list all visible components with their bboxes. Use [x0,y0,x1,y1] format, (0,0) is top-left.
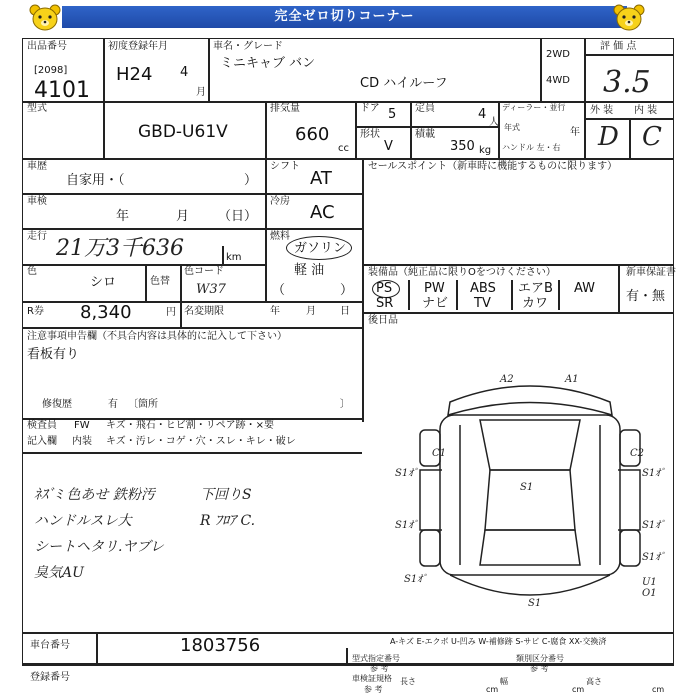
category-ref: 参 考 [530,664,549,673]
equip-abs: ABS [470,281,496,296]
selling-label: セールスポイント（新車時に機能するものに限ります） [368,161,618,172]
shift-value: AT [310,168,332,189]
equip-airbag: エアB [518,281,553,296]
equip-ps: PS [376,281,393,296]
equip-tv: TV [474,296,491,311]
shape-value: V [384,139,393,154]
drive-2wd: 2WD [546,49,570,60]
fuel-gas: ガソリン [294,241,347,256]
recycle-value: 8,340 [80,302,132,323]
lot-sub: [2098] [34,65,68,76]
displacement-value: 660 [295,124,330,145]
inspection-month: 月 [176,209,190,224]
rating-int: C [642,122,662,152]
color-code: W37 [196,282,226,297]
doors-value: 5 [388,107,397,122]
equip-aw: AW [574,281,596,296]
warranty-value: 有・無 [626,289,666,304]
color-label: 色 [27,266,37,277]
repair-suffix: 〔箇所 [128,399,158,410]
capacity-value: 4 [478,107,487,122]
hw-line4: 臭気AU [34,565,84,581]
mileage-unit: km [226,252,242,263]
bear-mascot-icon [28,2,62,34]
fuel-paren-open: （ [272,283,286,298]
hw-line2b: R ﾌﾛｱ C. [200,513,256,529]
inspector-label: 検査員 [27,420,57,431]
first-reg-label: 初度登録年月 [108,41,168,52]
color-code-label: 色コード [184,266,224,277]
mark-s1-rear: S1 [528,598,542,609]
height-label: 高さ [586,677,602,686]
mark-a1: A1 [565,374,579,385]
inspection-label: 車検 [27,196,47,207]
rating-int-label: 内 装 [634,105,658,116]
mark-a2: A2 [500,374,514,385]
mark-s1-left-c: S1ｵﾟ [404,574,428,585]
height-unit: cm [652,685,665,694]
load-label: 積載 [415,129,435,140]
inspection-day: （日） [218,209,258,224]
repair-close: 〕 [340,399,350,410]
designation-label: 型式指定番号 [352,654,400,663]
history-value: 自家用・（ [66,173,125,188]
mark-c1: C1 [432,448,447,459]
capacity-unit: 人 [489,117,499,128]
hw-line1: ﾈｽﾞﾐ 色あせ 鉄粉汚 [34,487,155,503]
load-value: 350 [450,139,475,154]
displacement-label: 排気量 [270,103,300,114]
fuel-paren-close: ） [340,283,354,298]
color-value: シロ [90,275,117,290]
car-name: ミニキャブ バン [220,56,316,71]
registration-label: 登録番号 [30,672,70,683]
name-change-month: 月 [306,306,316,317]
equip-navi: ナビ [422,296,449,311]
rating-label: 評 価 点 [600,41,637,52]
page-title: 完全ゼロ切りコーナー [62,6,627,28]
model-label: 型式 [27,103,47,114]
year-label: 年式 [504,123,520,132]
car-diagram [380,360,680,630]
displacement-unit: cc [338,143,349,154]
repair-value: 有 [108,399,118,410]
mark-s1-left-a: S1ｵﾟ [395,468,419,479]
mark-o1: O1 [642,588,657,599]
capacity-label: 定員 [415,103,435,114]
rating-score: 3.5 [603,65,651,100]
history-label: 車歴 [27,161,47,172]
mileage-value: 21万3千636 [56,236,184,261]
mark-s1-right-a: S1ｵﾟ [642,468,666,479]
equipment-label: 装備品（純正品に限りOをつけください） [368,267,556,278]
hw-line3: シートヘタリ.ヤブレ [34,539,164,555]
legend-text: A-キズ E-エクボ U-凹み W-補修跡 S-サビ C-腐食 XX-交換済 [390,637,607,646]
car-grade: CD ハイルーフ [360,76,448,91]
designation-ref: 参 考 [370,664,389,673]
length-label: 長さ [400,677,416,686]
warranty-label: 新車保証書 [626,267,676,278]
inspector-sub-label: 記入欄 [27,436,57,447]
name-change-label: 名変期限 [184,306,224,317]
inspector-interior: 内装 [72,436,92,447]
chassis-label: 車台番号 [30,640,70,651]
header-banner [0,0,700,36]
rear-label: 後日品 [368,315,398,326]
size-label: 車検証規格 [352,674,392,683]
inspector-row2: キズ・汚レ・コゲ・穴・スレ・キレ・破レ [106,436,296,447]
mark-s1-center: S1 [520,482,534,493]
color-tone-label: 色替 [150,276,170,287]
history-close: ） [244,173,258,188]
dealer-label: ディーラー・並行 [502,103,566,112]
fuel-label: 燃料 [270,231,290,242]
size-ref: 参 考 [364,685,383,694]
bear-mascot-icon [612,2,646,34]
category-label: 類別区分番号 [516,654,564,663]
rating-ext: D [598,122,619,152]
first-reg-month-unit: 月 [196,87,206,98]
drive-4wd: 4WD [546,75,570,86]
aircon-label: 冷房 [270,196,290,207]
year-unit: 年 [570,127,580,138]
rating-ext-label: 外 装 [590,105,614,116]
mark-c2: C2 [630,448,645,459]
equip-leather: カワ [522,296,549,311]
shape-label: 形状 [360,129,380,140]
width-label: 幅 [500,677,508,686]
chassis-value: 1803756 [180,635,261,656]
first-reg-month: 4 [180,65,189,80]
car-name-label: 車名・グレード [213,41,283,52]
first-reg-era: H24 [116,64,153,85]
recycle-unit: 円 [166,307,176,318]
length-unit: cm [486,685,499,694]
equip-pw: PW [424,281,445,296]
mark-s1-right-c: S1ｵﾟ [642,552,666,563]
handle-label: ハンドル 左・右 [502,143,561,152]
lot-number: 4101 [34,78,90,103]
notes-label: 注意事項申告欄（不具合内容は具体的に記入して下さい） [27,331,287,342]
lot-label: 出品番号 [27,41,67,52]
inspector-row1: キズ・飛石・ヒビ割・リペア跡・×要 [106,420,274,431]
inspector-fw: FW [74,420,90,431]
model-value: GBD-U61V [138,122,228,142]
mark-u1: U1 [642,577,657,588]
equipment-grid [366,280,616,310]
mileage-label: 走行 [27,231,47,242]
hw-line2: ハンドルスレ大 [34,513,132,529]
repair-label: 修復歴 [42,399,72,410]
notes-content: 看板有り [27,347,80,362]
name-change-year: 年 [270,306,280,317]
load-unit: kg [479,145,492,156]
name-change-day: 日 [340,306,350,317]
mark-s1-left-b: S1ｵﾟ [395,520,419,531]
shift-label: シフト [270,161,300,172]
width-unit: cm [572,685,585,694]
hw-line1b: 下回りS [200,487,252,503]
fuel-gas-circle [286,236,352,260]
recycle-label: R券 [27,306,44,317]
doors-label: ドア [360,103,380,114]
equip-sr: SR [376,296,394,311]
aircon-value: AC [310,202,335,223]
mark-s1-right-b: S1ｵﾟ [642,520,666,531]
inspection-year: 年 [116,209,130,224]
fuel-diesel: 軽 油 [294,263,325,278]
